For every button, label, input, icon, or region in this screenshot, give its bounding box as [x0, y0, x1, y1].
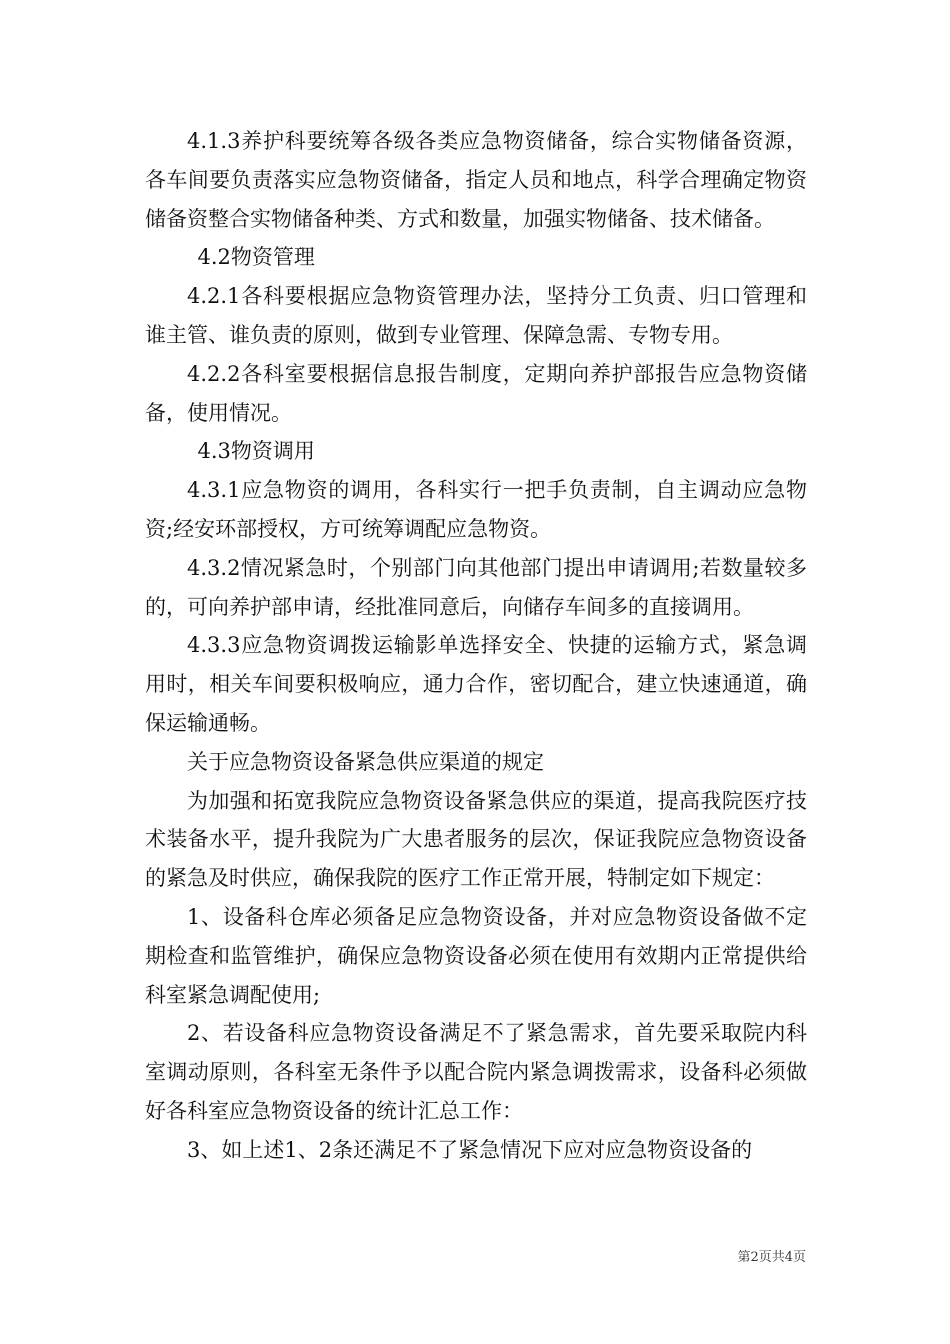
- section-heading-4-3: 4.3物资调用: [197, 439, 315, 464]
- regulation-title: 关于应急物资设备紧急供应渠道的规定: [187, 749, 544, 774]
- paragraph-4-3-3: 4.3.3应急物资调拨运输影单选择安全、快捷的运输方式，紧急调用时，相关车间要积极响应，通力合作，密切配合，建立快速通道，确保运输通畅。: [145, 633, 807, 735]
- paragraph-4-3-1: 4.3.1应急物资的调用，各科实行一把手负责制，自主调动应急物资;经安环部授权，方可统筹调配应急物资。: [145, 478, 807, 541]
- paragraph-4-2-1: 4.2.1各科要根据应急物资管理办法，坚持分工负责、归口管理和谁主管、谁负责的原则，做到专业管理、保障急需、专物专用。: [145, 284, 807, 347]
- page-number-footer: 第2页共4页: [737, 1250, 806, 1265]
- paragraph-4-1-3: 4.1.3养护科要统筹各级各类应急物资储备，综合实物储备资源，各车间要负责落实应急物资储备，指定人员和地点，科学合理确定物资储备资整合实物储备种类、方式和数量，加强实物储备、技术储备。: [145, 129, 807, 231]
- regulation-item-1: 1、设备科仓库必须备足应急物资设备，并对应急物资设备做不定期检查和监管维护，确保应急物资设备必须在使用有效期内正常提供给科室紧急调配使用;: [145, 904, 807, 1007]
- regulation-item-2: 2、若设备科应急物资设备满足不了紧急需求，首先要采取院内科室调动原则，各科室无条件予以配合院内紧急调拨需求，设备科必须做好各科室应急物资设备的统计汇总工作：: [145, 1021, 807, 1123]
- regulation-item-3: 3、如上述1、2条还满足不了紧急情况下应对应急物资设备的: [187, 1137, 753, 1162]
- document-body: [145, 122, 807, 1170]
- paragraph-4-2-2: 4.2.2各科室要根据信息报告制度，定期向养护部报告应急物资储备，使用情况。: [145, 361, 807, 425]
- regulation-intro: 为加强和拓宽我院应急物资设备紧急供应的渠道，提高我院医疗技术装备水平，提升我院为广大患者服务的层次，保证我院应急物资设备的紧急及时供应，确保我院的医疗工作正常开展，特制定如下规定：: [145, 788, 807, 891]
- section-heading-4-2: 4.2物资管理: [197, 245, 315, 270]
- paragraph-4-3-2: 4.3.2情况紧急时，个别部门向其他部门提出申请调用;若数量较多的，可向养护部申请，经批准同意后，向储存车间多的直接调用。: [145, 555, 807, 619]
